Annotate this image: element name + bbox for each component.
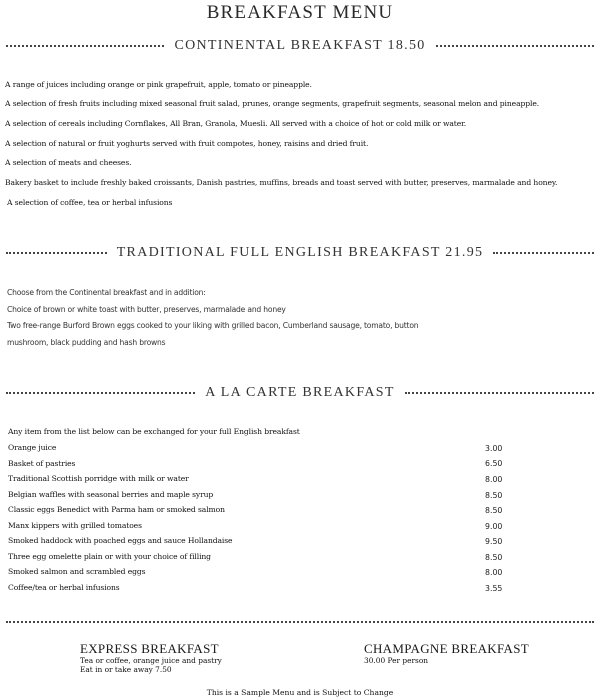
express-line-2: Eat in or take away 7.50	[80, 665, 172, 674]
a-la-carte-item-name: Coffee/tea or herbal infusions	[8, 583, 120, 592]
a-la-carte-item-name: Traditional Scottish porridge with milk or water	[8, 474, 189, 483]
continental-item: A selection of natural or fruit yoghurts served with fruit compotes, honey, raisins and dried fruit.	[5, 139, 369, 148]
a-la-carte-item-name: Classic eggs Benedict with Parma ham or smoked salmon	[8, 505, 225, 514]
divider-dots	[6, 392, 195, 394]
a-la-carte-item-name: Three egg omelette plain or with your choice of filling	[8, 552, 211, 561]
express-title: EXPRESS BREAKFAST	[80, 641, 219, 656]
a-la-carte-item-name: Orange juice	[8, 443, 57, 452]
continental-item: Bakery basket to include freshly baked croissants, Danish pastries, muffins, breads and toast served with butter, preserves, marmalade and honey.	[5, 178, 558, 187]
a-la-carte-item-price: 8.00	[485, 475, 503, 484]
footer-note: This is a Sample Menu and is Subject to Change	[206, 688, 394, 697]
full-english-item: Two free-range Burford Brown eggs cooked to your liking with grilled bacon, Cumberland sausage, tomato, button	[7, 321, 419, 330]
a-la-carte-item-name: Smoked haddock with poached eggs and sauce Hollandaise	[8, 536, 233, 545]
continental-heading	[6, 38, 594, 54]
a-la-carte-item-name: Manx kippers with grilled tomatoes	[8, 521, 142, 530]
champagne-line-1: 30.00 Per person	[364, 656, 429, 665]
divider-dots	[405, 392, 594, 394]
a-la-carte-item-name: Belgian waffles with seasonal berries and maple syrup	[8, 490, 214, 499]
a-la-carte-item-price: 6.50	[485, 459, 503, 468]
express-line-1: Tea or coffee, orange juice and pastry	[80, 656, 222, 665]
divider-dots	[6, 45, 164, 47]
full-english-heading	[6, 245, 594, 261]
a-la-carte-intro: Any item from the list below can be exchanged for your full English breakfast	[8, 427, 300, 436]
a-la-carte-item-price: 8.50	[485, 506, 503, 515]
continental-item: A selection of coffee, tea or herbal infusions	[7, 198, 173, 207]
a-la-carte-item-price: 3.55	[485, 584, 503, 593]
divider-dots	[436, 45, 594, 47]
a-la-carte-item-name: Basket of pastries	[8, 459, 76, 468]
champagne-title: CHAMPAGNE BREAKFAST	[364, 641, 529, 656]
a-la-carte-heading-label: A LA CARTE BREAKFAST	[205, 385, 395, 400]
a-la-carte-item-name: Smoked salmon and scrambled eggs	[8, 567, 146, 576]
full-english-item: Choice of brown or white toast with butter, preserves, marmalade and honey	[7, 305, 286, 314]
a-la-carte-item-price: 8.00	[485, 568, 503, 577]
a-la-carte-item-price: 9.00	[485, 522, 503, 531]
continental-item: A selection of fresh fruits including mixed seasonal fruit salad, prunes, orange segments, grapefruit segments, seasonal melon and pineapple.	[5, 99, 540, 108]
full-english-item: mushroom, black pudding and hash browns	[7, 338, 166, 347]
divider-dots	[6, 252, 107, 254]
a-la-carte-heading	[6, 385, 594, 401]
a-la-carte-item-price: 8.50	[485, 553, 503, 562]
divider-dots	[493, 252, 594, 254]
section-divider	[6, 621, 594, 623]
continental-item: A selection of meats and cheeses.	[5, 158, 132, 167]
a-la-carte-item-price: 9.50	[485, 537, 503, 546]
full-english-heading-label: TRADITIONAL FULL ENGLISH BREAKFAST 21.95	[116, 245, 484, 260]
menu-title: BREAKFAST MENU	[206, 2, 394, 23]
a-la-carte-item-price: 3.00	[485, 444, 503, 453]
continental-heading-label: CONTINENTAL BREAKFAST 18.50	[174, 38, 426, 53]
continental-item: A range of juices including orange or pink grapefruit, apple, tomato or pineapple.	[5, 80, 312, 89]
full-english-item: Choose from the Continental breakfast and in addition:	[7, 288, 206, 297]
continental-item: A selection of cereals including Cornflakes, All Bran, Granola, Muesli. All served with a choice of hot or cold milk or water.	[5, 119, 467, 128]
a-la-carte-item-price: 8.50	[485, 491, 503, 500]
